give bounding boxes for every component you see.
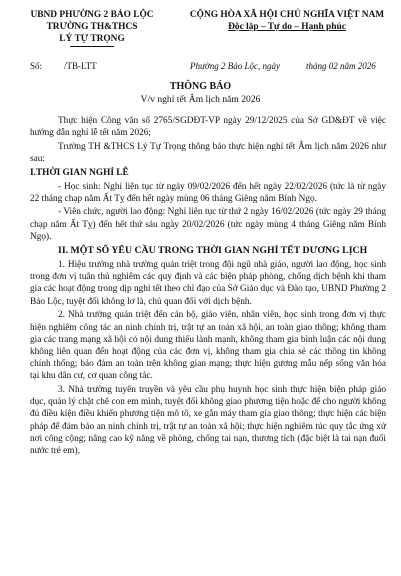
org-line-1: UBND PHƯỜNG 2 BẢO LỘC [30,10,154,20]
document-date [190,60,396,72]
date-place: Phường 2 Bảo Lộc, ngày [190,61,280,71]
org-line-2: TRƯỜNG TH&THCS [46,22,138,32]
paragraph-requirement-1: 1. Hiệu trưởng nhà trường quán triệt trong đội ngũ nhà giáo, người lao động, học sinh trong đơn vị tuân thủ nghiêm các quy định và các biện pháp phòng, chống dịch bệnh khi tham gia các hoạt động trong dịp nghỉ tết theo chỉ đạo của Sở Giáo dục và Đào tạo, UBND Phường 2 Bảo Lộc, tuyệt đối không lơ là, chủ quan đối với dịch bệnh. [30,260,386,307]
national-header [176,9,398,33]
issuing-organization [6,9,178,47]
section-heading-1: I.THỜI GIAN NGHỈ LỄ [30,167,129,178]
document-number [30,60,97,72]
national-motto: Độc lập – Tự do – Hạnh phúc [228,22,346,32]
org-underline [70,46,114,47]
paragraph-requirement-3: 3. Nhà trường tuyên truyền và yêu cầu phụ huynh học sinh thực hiện biện pháp giáo dục, quản lý chặt chẽ con em mình, tuyệt đối không giao phương tiện hoặc để cho người không đủ điều kiện điều khiển phương tiện mô tô, xe gắn máy tham gia giao thông; thực hiện các biện pháp để đảm bảo an ninh chính trị, trật tự an toàn xã hội; thực hiện nghiêm túc quy tắc ứng xử nơi công cộng; nâng cao kỹ năng về phòng, chống tai nạn, thương tích (đặc biệt là tai nạn đuối nước trẻ em), [30,385,386,457]
country-name: CỘNG HÒA XÃ HỘI CHỦ NGHĨA VIỆT NAM [189,10,385,20]
document-number-label: Số: [30,61,43,71]
paragraph-requirement-2: 2. Nhà trường quán triệt đến cán bộ, giáo viên, nhân viên, học sinh trong đơn vị thực hiện nghiêm công tác an ninh chính trị, trật tự an toàn xã hội, an toàn giao thông; không tham gia các trang mạng xã hội có nội dung thiếu lành mạnh, không tham gia bình luận các nội dung không liên quan đến hoạt động của các đơn vị, không tham gia chia sẻ các thông tin không chính thống; bảo đảm an toàn trên không gian mạng; thực hiện gương mẫu nếp sống văn hóa tại khu dân cư, cơ quan công tác. [30,310,386,382]
org-line-3: LÝ TỰ TRỌNG [59,34,125,44]
document-body [30,115,386,459]
paragraph-reference: Thực hiện Công văn số 2765/SGDĐT-VP ngày 29/12/2025 của Sở GD&ĐT về việc hướng dẫn nghỉ lễ tết năm 2026; [30,116,386,139]
paragraph-staff: - Viên chức, người lao động: Nghỉ liên tục từ thứ 2 ngày 16/02/2026 (tức ngày 29 tháng chạp năm Ất Tỵ) đến hết thứ sáu ngày 20/02/2026 (tức ngày mùng 4 tháng Giêng năm Bính Ngọ). [30,207,386,242]
document-title: THÔNG BÁO [169,81,232,92]
section-heading-2: II. MỘT SỐ YÊU CẦU TRONG THỜI GIAN NGHỈ TẾT DƯƠNG LỊCH [58,245,368,257]
date-month: tháng 02 năm 2026 [305,61,376,71]
document-subtitle: V/v nghỉ tết Âm lịch năm 2026 [140,94,261,105]
paragraph-intro: Trường TH &THCS Lý Tự Trọng thông báo thực hiện nghỉ tết Âm lịch năm 2026 như sau: [30,141,386,165]
document-number-value: /TB-LTT [64,61,97,71]
paragraph-students: - Học sinh: Nghỉ liên tục từ ngày 09/02/2026 đến hết ngày 22/02/2026 (tức là từ ngày 22 tháng chạp năm Ất Tỵ đến hết ngày mùng 06 tháng Giêng năm Bính Ngọ. [30,181,386,204]
